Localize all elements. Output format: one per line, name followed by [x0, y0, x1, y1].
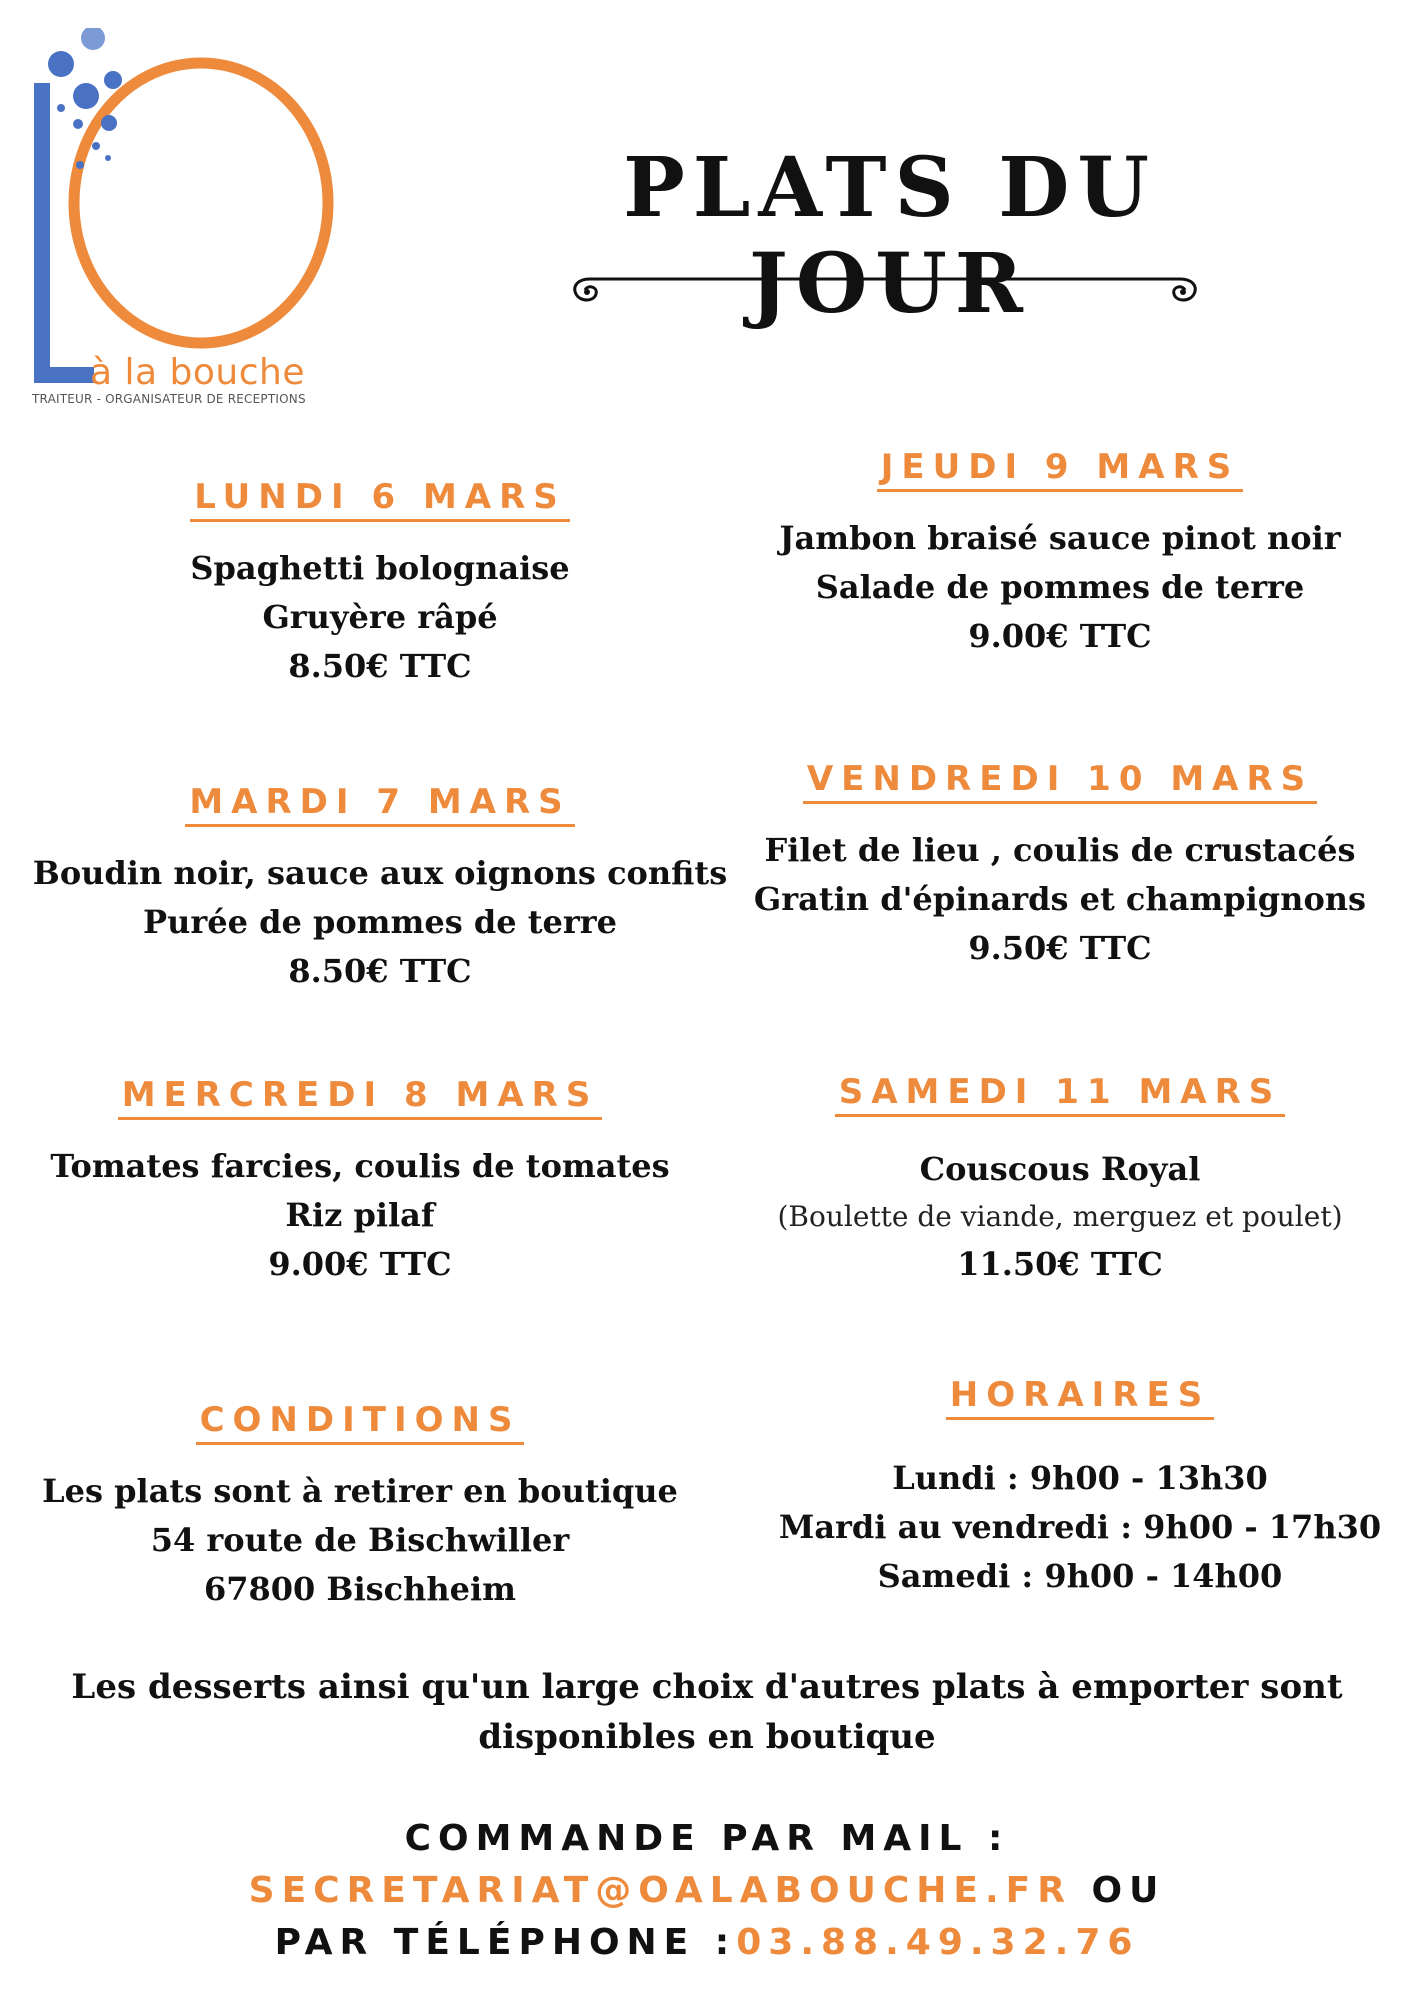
logo-bubble: [81, 28, 105, 50]
contact-mail-label: COMMANDE PAR MAIL :: [404, 1818, 1010, 1859]
logo-bubble: [48, 51, 74, 77]
contact-email-line: [0, 1870, 1414, 1911]
desserts-note: Les desserts ainsi qu'un large choix d'autres plats à emporter sont disponibles en boutique: [71, 1667, 1343, 1757]
logo-bubble: [92, 142, 100, 150]
dish-price: 11.50€ TTC: [957, 1245, 1163, 1283]
conditions-line: Les plats sont à retirer en boutique: [42, 1472, 678, 1510]
day-section-samedi: [720, 1072, 1400, 1289]
day-section-mercredi: [10, 1075, 710, 1289]
day-heading: SAMEDI 11 MARS: [835, 1072, 1286, 1117]
logo-bubble: [73, 83, 99, 109]
dish-side: Purée de pommes de terre: [143, 903, 617, 941]
horaires-section: [740, 1375, 1414, 1601]
logo-bubble: [105, 155, 111, 161]
phone-label: PAR TÉLÉPHONE :: [274, 1922, 737, 1963]
day-heading: MERCREDI 8 MARS: [118, 1075, 603, 1120]
logo-bubble: [76, 161, 84, 169]
dish-side: Gratin d'épinards et champignons: [753, 880, 1367, 918]
logo-bubble: [73, 119, 83, 129]
logo-brand-text: à la bouche: [90, 352, 305, 393]
title-divider-ornament: [570, 270, 1200, 310]
dish-name: Filet de lieu , coulis de crustacés: [764, 831, 1356, 869]
hours-line: Lundi : 9h00 - 13h30: [892, 1459, 1268, 1497]
dish-side: Salade de pommes de terre: [815, 568, 1305, 606]
logo-l-vertical: [34, 83, 50, 383]
hours-line: Samedi : 9h00 - 14h00: [877, 1557, 1283, 1595]
dish-price: 9.50€ TTC: [968, 929, 1152, 967]
dish-side: Riz pilaf: [285, 1196, 435, 1234]
dish-side: Gruyère râpé: [262, 598, 498, 636]
dish-price: 9.00€ TTC: [268, 1245, 452, 1283]
logo-l-horizontal: [34, 367, 94, 383]
dish-name: Boudin noir, sauce aux oignons confits: [32, 854, 728, 892]
day-heading: JEUDI 9 MARS: [877, 447, 1244, 492]
dish-name: Couscous Royal: [919, 1150, 1201, 1188]
day-heading: VENDREDI 10 MARS: [803, 759, 1317, 804]
logo-bubble: [104, 71, 122, 89]
day-section-lundi: [30, 477, 730, 691]
address-street: 54 route de Bischwiller: [150, 1521, 570, 1559]
horaires-heading: HORAIRES: [946, 1375, 1214, 1420]
day-heading: LUNDI 6 MARS: [190, 477, 570, 522]
dish-price: 8.50€ TTC: [288, 647, 472, 685]
dish-description: (Boulette de viande, merguez et poulet): [777, 1200, 1343, 1233]
email-link[interactable]: SECRETARIAT@OALABOUCHE.FR: [248, 1870, 1072, 1911]
dish-name: Tomates farcies, coulis de tomates: [50, 1147, 670, 1185]
contact-phone-line: [0, 1922, 1414, 1963]
conditions-section: [10, 1400, 710, 1614]
logo-bubble: [57, 104, 65, 112]
day-section-jeudi: [720, 447, 1400, 661]
address-city: 67800 Bischheim: [203, 1570, 517, 1608]
dish-name: Jambon braisé sauce pinot noir: [779, 519, 1341, 557]
logo-bubble: [101, 115, 117, 131]
dish-price: 8.50€ TTC: [288, 952, 472, 990]
contact-or: OU: [1091, 1870, 1166, 1911]
logo-o-ring: [74, 63, 328, 343]
logo-graphic: [28, 28, 348, 408]
conditions-heading: CONDITIONS: [196, 1400, 525, 1445]
day-heading: MARDI 7 MARS: [185, 782, 574, 827]
dish-price: 9.00€ TTC: [968, 617, 1152, 655]
dish-name: Spaghetti bolognaise: [190, 549, 570, 587]
logo-tagline: TRAITEUR - ORGANISATEUR DE RECEPTIONS: [32, 392, 306, 406]
hours-line: Mardi au vendredi : 9h00 - 17h30: [778, 1508, 1382, 1546]
day-section-mardi: [30, 782, 730, 996]
day-section-vendredi: [720, 759, 1400, 973]
page-title: PLATS DU JOUR: [623, 140, 1157, 332]
phone-link[interactable]: 03.88.49.32.76: [736, 1922, 1140, 1963]
